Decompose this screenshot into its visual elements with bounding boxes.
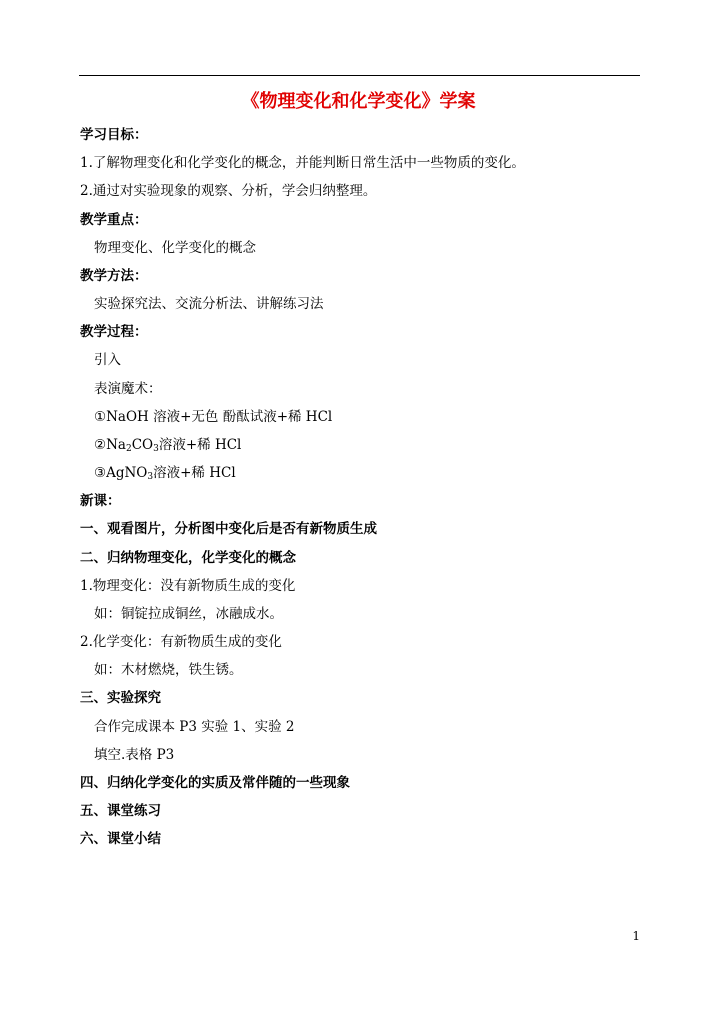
chemical-change-definition: 2.化学变化：有新物质生成的变化 <box>80 634 282 650</box>
page-number: 1 <box>632 929 640 943</box>
goals-heading: 学习目标： <box>80 127 148 143</box>
part-4-heading: 四、归纳化学变化的实质及常伴随的一些现象 <box>80 775 350 791</box>
focus-heading: 教学重点： <box>80 212 148 228</box>
new-lesson-heading: 新课： <box>80 493 121 509</box>
magic-item-2-suffix: 溶液+稀 HCl <box>158 437 242 453</box>
physical-change-definition: 1.物理变化：没有新物质生成的变化 <box>80 578 296 594</box>
physical-change-example: 如：铜锭拉成铜丝，冰融成水。 <box>94 606 283 622</box>
magic-item-3 <box>94 463 236 483</box>
magic-item-2-mid: CO <box>131 437 154 453</box>
method-heading: 教学方法： <box>80 268 148 284</box>
focus-text: 物理变化、化学变化的概念 <box>94 240 256 256</box>
chemical-change-example: 如：木材燃烧，铁生锈。 <box>94 662 243 678</box>
fill-table-text: 填空.表格 P3 <box>94 747 175 763</box>
intro-text: 引入 <box>94 352 121 368</box>
magic-item-2-sub1: 2 <box>125 444 132 454</box>
part-6-heading: 六、课堂小结 <box>80 831 161 847</box>
magic-item-2 <box>94 435 241 455</box>
part-5-heading: 五、课堂练习 <box>80 803 161 819</box>
experiment-text: 合作完成课本 P3 实验 1、实验 2 <box>94 719 295 735</box>
magic-item-1: ①NaOH 溶液+无色 酚酞试液+稀 HCl <box>94 409 333 425</box>
part-3-heading: 三、实验探究 <box>80 690 161 706</box>
magic-item-3-sub: 3 <box>147 472 154 482</box>
header-rule <box>79 75 640 76</box>
magic-item-3-suffix: 溶液+稀 HCl <box>153 465 236 481</box>
part-2-heading: 二、归纳物理变化，化学变化的概念 <box>80 550 296 566</box>
process-heading: 教学过程： <box>80 324 148 340</box>
magic-item-3-prefix: ③AgNO <box>94 465 148 481</box>
part-1-heading: 一、观看图片，分析图中变化后是否有新物质生成 <box>80 521 377 537</box>
magic-item-2-sub2: 3 <box>153 444 159 454</box>
goal-item-2: 2.通过对实验现象的观察、分析，学会归纳整理。 <box>80 183 377 199</box>
method-text: 实验探究法、交流分析法、讲解练习法 <box>94 296 324 312</box>
document-title: 《物理变化和化学变化》学案 <box>241 91 476 112</box>
goal-item-1: 1.了解物理变化和化学变化的概念，并能判断日常生活中一些物质的变化。 <box>80 155 525 171</box>
magic-item-2-prefix: ②Na <box>94 437 126 453</box>
magic-text: 表演魔术： <box>94 381 162 397</box>
